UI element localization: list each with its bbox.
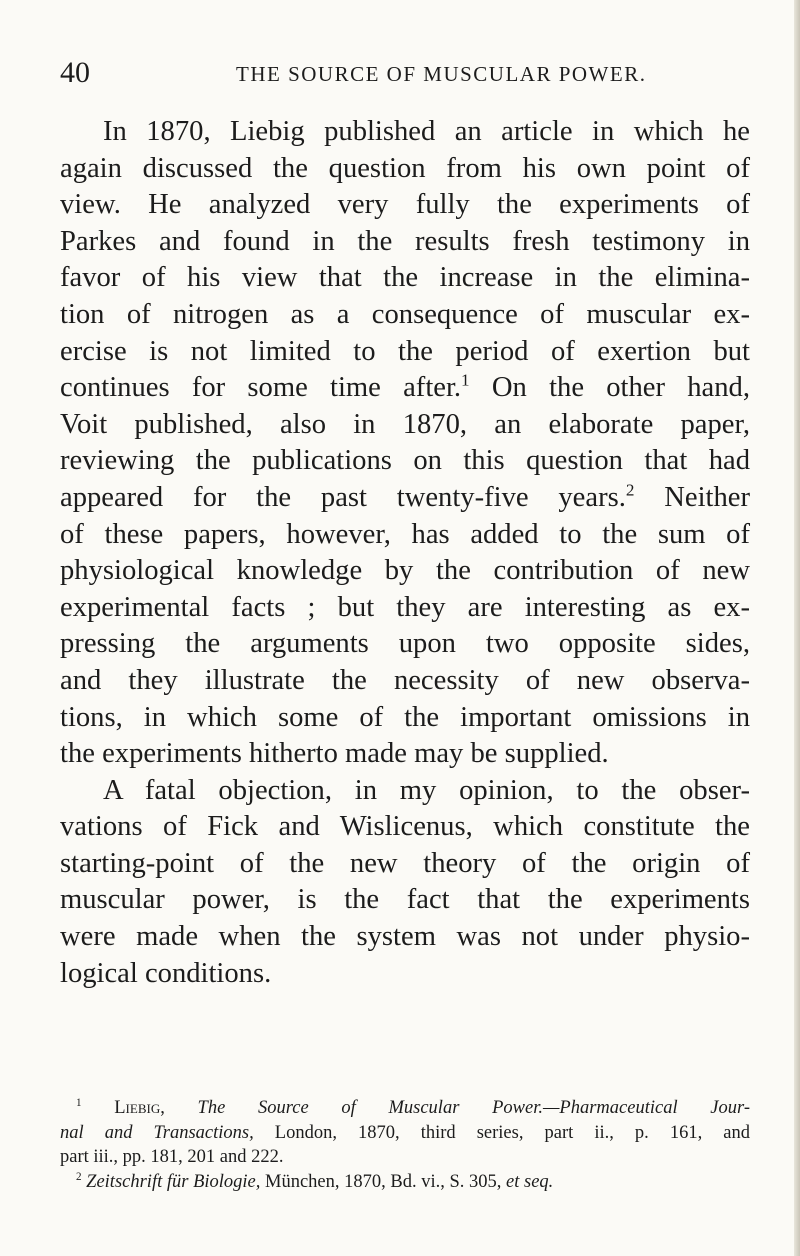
text-fragment: Neither	[634, 481, 751, 513]
text-line: logical conditions.	[60, 957, 272, 989]
text-line: ercise is not limited to the period of exertion but	[60, 335, 750, 367]
text-line: Parkes and found in the results fresh testimony in	[60, 225, 750, 257]
footnote-etseq: et seq.	[506, 1171, 554, 1192]
page-edge	[794, 0, 800, 1256]
footnote-text: London, 1870, third series, part ii., p. 161, and	[253, 1122, 751, 1143]
page-header	[60, 56, 750, 96]
text-fragment: appeared for the past twenty-five years.	[60, 481, 626, 513]
footnotes	[60, 1096, 750, 1194]
text-line: of these papers, however, has added to the sum of	[60, 518, 750, 550]
footnote-marker: 1	[76, 1096, 82, 1109]
text-line: In 1870, Liebig published an article in which he	[103, 116, 750, 147]
page-number: 40	[60, 56, 90, 89]
text-line: muscular power, is the fact that the experiments	[60, 884, 750, 916]
text-line: vations of Fick and Wislicenus, which constitute the	[60, 811, 750, 843]
footnote-marker: 2	[76, 1170, 82, 1183]
text-line	[60, 480, 750, 517]
footnote-1-line	[60, 1121, 750, 1146]
text-line: favor of his view that the increase in the elimina-	[60, 262, 750, 294]
text-line: again discussed the question from his own point of	[60, 152, 750, 184]
text-line: the experiments hitherto made may be supplied.	[60, 738, 609, 770]
text-fragment: continues for some time after.	[60, 372, 462, 404]
text-line: starting-point of the new theory of the origin of	[60, 847, 750, 879]
text-line: pressing the arguments upon two opposite sides,	[60, 628, 750, 660]
body-text	[60, 114, 750, 992]
text-line: experimental facts ; but they are interesting as ex-	[60, 591, 750, 623]
running-head: THE SOURCE OF MUSCULAR POWER.	[236, 62, 647, 86]
footnote-ref: 1	[461, 370, 470, 390]
text-line: view. He analyzed very fully the experiments of	[60, 189, 750, 221]
footnote-1-line: part iii., pp. 181, 201 and 222.	[60, 1147, 284, 1168]
footnote-title: The Source of Muscular Power.—Pharmaceutical Jour-	[197, 1098, 750, 1118]
text-line: physiological knowledge by the contribution of new	[60, 555, 750, 587]
footnote-ref: 2	[625, 480, 635, 500]
text-line: tion of nitrogen as a consequence of muscular ex-	[60, 298, 750, 330]
text-line: reviewing the publications on this question that had	[60, 445, 750, 477]
footnote-author: Liebig,	[114, 1098, 165, 1118]
text-line: Voit published, also in 1870, an elaborate paper,	[60, 408, 750, 440]
text-line: were made when the system was not under physio-	[60, 921, 750, 953]
footnote-text: München, 1870, Bd. vi., S. 305,	[260, 1171, 502, 1192]
text-line: and they illustrate the necessity of new observa-	[60, 664, 750, 696]
footnote-title: Zeitschrift für Biologie,	[86, 1171, 261, 1192]
footnote-1-line	[60, 1096, 750, 1121]
text-line	[60, 370, 750, 407]
footnote-title: nal and Transactions,	[60, 1122, 254, 1143]
text-fragment: On the other hand,	[469, 372, 750, 404]
text-line: tions, in which some of the important omissions in	[60, 701, 750, 733]
text-line: A fatal objection, in my opinion, to the obser-	[103, 774, 750, 806]
footnote-2-line	[60, 1170, 750, 1195]
